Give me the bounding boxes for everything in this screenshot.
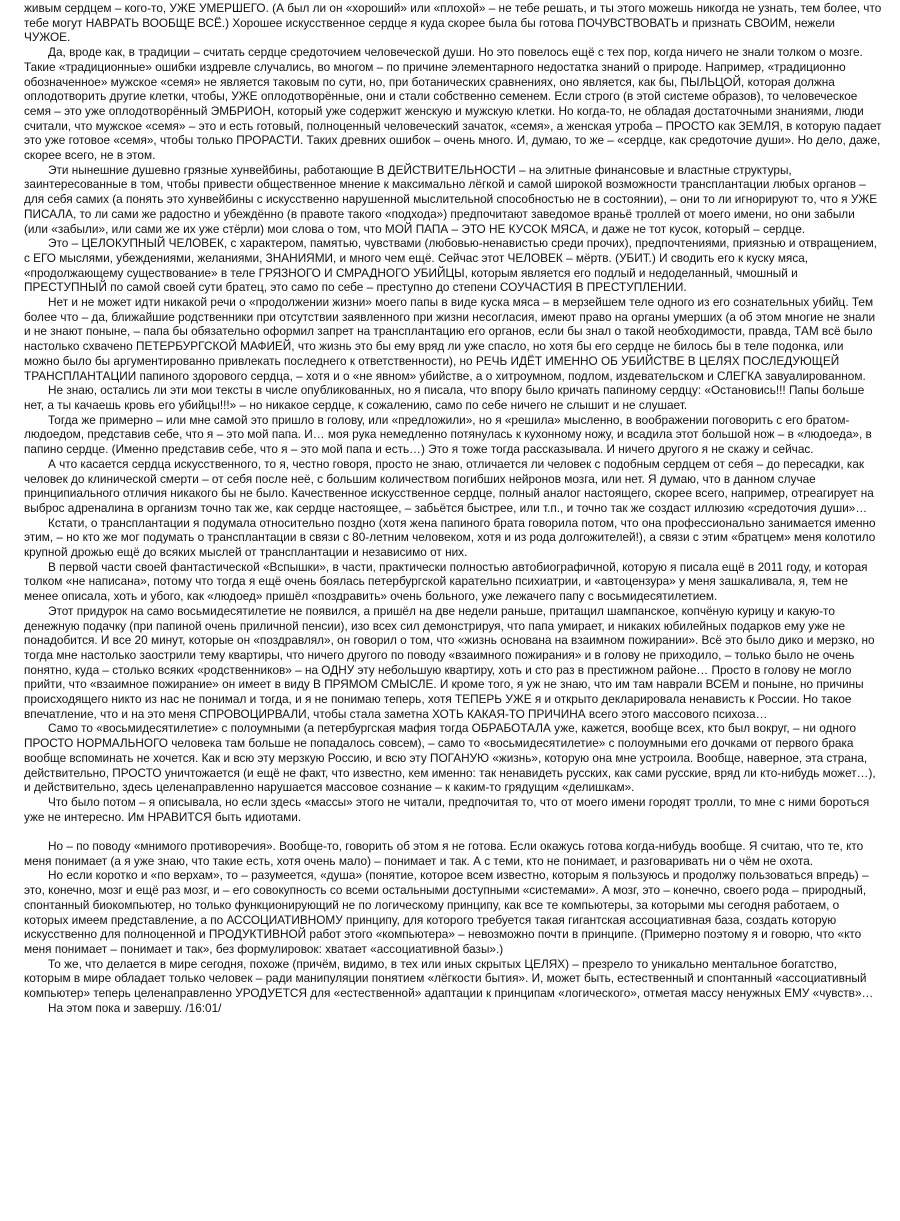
paragraph: Тогда же примерно – или мне самой это пришло в голову, или «предложили», но я «решила» мысленно, в воображении поговорить с его братом-людоедом, представив себе, что я – это мой папа. И… моя рука немедленно потянулась к кухонному ножу, и всадила этот большой нож – в «людоеда», в папино сердце. (Именно представив себе, что я – это мой папа и есть…) Это я тоже тогда рассказывала. И ничего другого я не скажу и сейчас. (24, 412, 872, 457)
paragraph: Не знаю, остались ли эти мои тексты в числе опубликованных, но я писала, что впору было кричать папиному сердцу: «Остановись!!! Папы больше нет, а ты качаешь кровь его убийцы!!!» – но никакое сердце, к сожалению, само по себе ничего не слышит и не слушает. (24, 383, 865, 412)
document-body (24, 1, 882, 1016)
paragraph: Нет и не может идти никакой речи о «продолжении жизни» моего папы в виде куска мяса – в мерзейшем теле одного из его сознательных убийц. Тем более что – да, ближайшие родственники при отсутствии заявленного при жизни несогласия, имеют право на органы умерших (а об этом многие не знали и не знают поныне, – папа бы обязательно оформил запрет на трансплантацию его органов, если бы знал о такой необходимости, правда, ТАМ всё было настолько схвачено ПЕТЕРБУРГСКОЙ МАФИЕЙ, что жизнь это бы ему вряд ли уже спасло, но хотя бы его сердце не билось бы в теле подонка, или можно было бы аргументированно привлекать последнего к ответственности), но РЕЧЬ ИДЁТ ИМЕННО ОБ УБИЙСТВЕ В ЦЕЛЯХ ПОСЛЕДУЮЩЕЙ ТРАНСПЛАНТАЦИИ папиного здорового сердца, – хотя и о «не явном» убийстве, а о хитроумном, подлом, издевательском и СЛЕГКА завуалированном. (24, 295, 876, 383)
paragraph: То же, что делается в мире сегодня, похоже (причём, видимо, в тех или иных скрытых ЦЕЛЯХ) – презрело то уникально ментальное богатство, которым в мире обладает только человек – ради манипуляции понятием «лёгкости бытия». И, может быть, естественный и спонтанный «ассоциативный компьютер» теперь целенаправленно УРОДУЕТСЯ для «естественной» адаптации к принципам «логического», отметая массу ненужных ЕМУ «чувств»… (24, 956, 874, 1001)
paragraph: Эти нынешние душевно грязные хунвейбины, работающие В ДЕЙСТВИТЕЛЬНОСТИ – на элитные финансовые и властные структуры, заинтересованные в том, чтобы привести общественное мнение к максимально лёгкой и самой широкой возможности трансплантации любых органов – для себя самих (а понять это хунвейбины с искусственно нарушенной мыслительной способностью не в состоянии), – они то ли игнорируют то, что я УЖЕ ПИСАЛА, то ли сами же радостно и убеждённо (в правоте такого «подхода») предпочитают заведомое враньё троллей от моего имени, но они забыли (или «забыли», или сами же их уже стёрли) мои слова о том, что МОЙ ПАПА – ЭТО НЕ КУСОК МЯСА, и даже не тот кусок, который – сердце. (24, 162, 878, 236)
paragraph: Этот придурок на само восьмидесятилетие не появился, а пришёл на две недели раньше, притащил шампанское, копчёную курицу и какую-то денежную подачку (при папиной очень приличной пенсии), изо всех сил демонстрируя, что папа умирает, и никаких юбилейных подарков ему уже не понадобится. И все 20 минут, которые он «поздравлял», он говорил о том, что «жизнь основана на взаимном пожирании». Всё это было дико и мерзко, но тогда мне настолько заострили тему квартиры, что ничего другого по поводу «взаимного пожирания» и в голову не приходило, – только было не очень понятно, куда – столько всяких «родственников» – на ОДНУ эту небольшую квартиру, хоть и сто раз в престижном районе… Просто в голову не могло прийти, что «взаимное пожирание» он имеет в виду В ПРЯМОМ СМЫСЛЕ. И кроме того, я уж не знаю, что им там наврали ВСЕМ и поныне, но причины происходящего никто из нас не понимал и тогда, и я не понимаю теперь, хотя ТЕПЕРЬ УЖЕ я и открыто декларировала ненависть к России. Но такое впечатление, что и на это меня СПРОВОЦИРВАЛИ, чтобы стала заметна ХОТЬ КАКАЯ-ТО ПРИЧИНА всего этого массового психоза… (24, 603, 875, 721)
paragraph: Да, вроде как, в традиции – считать сердце средоточием человеческой души. Но это повелось ещё с тех пор, когда ничего не знали толком о мозге. Такие «традиционные» ошибки издревле случались, во многом – по причине элементарного недостатка знаний о природе. Например, «традиционно обозначенное» мужское «семя» не является таковым по сути, но, при ботанических сравнениях, оно является, как бы, ПЫЛЬЦОЙ, которая должна оплодотворить другие клетки, чтобы, УЖЕ оплодотворённые, они и стали собственно семенем. Если строго (в этой системе образов), то человеческое семя – это уже оплодотворённый ЭМБРИОН, который уже содержит женскую и мужскую клетки. Но когда-то, не обладая достаточными знаниями, люди считали, что мужское «семя» – это и есть готовый, полноценный человеческий зачаток, «семя», а женская утроба – ПРОСТО как ЗЕМЛЯ, в которую падает это уже готовое «семя», чтобы только ПРОРАСТИ. Таких древних ошибок – очень много. И, думаю, то же – «сердце, как средоточие души». Но дело, даже, скорее всего, не в этом. (24, 45, 882, 163)
paragraph: В первой части своей фантастической «Вспышки», в части, практически полностью автобиографичной, которую я писала ещё в 2011 году, и которая толком «не написана», потому что тогда я ещё очень боялась петербургской карательно психиатрии, и «автоцензура» у меня зашкаливала, я, тем не менее описала, хоть и убого, как «людоед» пришёл «поздравить» очень больного, уже лежачего папу с восьмидесятилетием. (24, 559, 868, 604)
paragraph: Само то «восьмидесятилетие» с полоумными (а петербургская мафия тогда ОБРАБОТАЛА уже, кажется, вообще всех, кто был вокруг, – ни одного ПРОСТО НОРМАЛЬНОГО человека там больше не попадалось совсем), – само то «восьмидесятилетие» с полоумными его дочками от первого брака вообще вспоминать не хочется. Как и всю эту мерзкую Россию, и всю эту ПОГАНУЮ «жизнь», которую она мне устроила. Вообще, наверное, эта страна, действительно, ПРОСТО уничтожается (и ещё не факт, что известно, кем именно: так ненавидеть русских, как сами русские, вряд ли кто-нибудь может…), и действительно, здесь целенаправленно нарушается массовое сознание – к каким-то грядущим «делишкам». (24, 721, 876, 795)
closing-line: На этом пока и завершу. /16:01/ (48, 1000, 222, 1015)
paragraph: Это – ЦЕЛОКУПНЫЙ ЧЕЛОВЕК, с характером, памятью, чувствами (любовью-ненавистью среди прочих), предпочтениями, приязнью и отвращением, с ЕГО мыслями, убеждениями, желаниями, ЗНАНИЯМИ, и много чем ещё. Сейчас этот ЧЕЛОВЕК – мёртв. (УБИТ.) И сводить его к куску мяса, «продолжающему существование» в теле ГРЯЗНОГО И СМРАДНОГО УБИЙЦЫ, которым является его подлый и недоделанный, чмошный и ПРЕСТУПНЫЙ по самой своей сути братец, это само по себе – преступно до степени СОУЧАСТИЯ В ПРЕСТУПЛЕНИИ. (24, 236, 877, 295)
paragraph: А что касается сердца искусственного, то я, честно говоря, просто не знаю, отличается ли человек с подобным сердцем от себя – до пересадки, как человек до клинической смерти – от себя после неё, с большим количеством погибших нейронов мозга, или нет. Я думаю, что в данном случае принципиального отличия никакого бы не было. Качественное искусственное сердце, полный аналог настоящего, скорее всего, например, отреагирует на выброс адреналина в организм точно так же, как сердце настоящее, – забьётся быстрее, или т.п., и точно так же создаст иллюзию «средоточия души»… (24, 456, 874, 515)
paragraph: живым сердцем – кого-то, УЖЕ УМЕРШЕГО. (А был ли он «хороший» или «плохой» – не тебе решать, и ты этого можешь никогда не узнать, тем более, что тебе могут НАВРАТЬ ВООБЩЕ ВСЁ.) Хорошее искусственное сердце я куда скорее была бы готова ПОЧУВСТВОВАТЬ и признать СВОИМ, нежели ЧУЖОЕ. (24, 1, 882, 45)
paragraph: Что было потом – я описывала, но если здесь «массы» этого не читали, предпочитая то, что от моего имени городят тролли, то мне с ними бороться уже не интересно. Им НРАВИТСЯ быть идиотами. (24, 794, 870, 824)
paragraph: Но – по поводу «мнимого противоречия». Вообще-то, говорить об этом я не готова. Если окажусь готова когда-нибудь вообще. Я считаю, что те, кто меня понимает (а я уже знаю, что такие есть, хотя очень мало) – понимает и так. А с теми, кто не понимает, и разговаривать ни о чём не охота. (24, 839, 864, 868)
paragraph: Но если коротко и «по верхам», то – разумеется, «душа» (понятие, которое всем известно, которым я пользуюсь и продолжу пользоваться впредь) – это, конечно, мозг и ещё раз мозг, и – его совокупность со всеми остальными доступными «системами». А мозг, это – конечно, своего рода – природный, спонтанный биокомпьютер, но только функционирующий не по логическому принципу, как все те компьютеры, за которыми мы сегодня работаем, о которых имеем представление, а по АССОЦИАТИВНОМУ принципу, для которого требуется такая гигантская ассоциативная база, создать которую искусственно для полноценной и ПРОДУКТИВНОЙ работ этого «компьютера» – невозможно почти в принципе. (Примерно поэтому я и говорю, что «кто меня понимает – понимает и так», без формулировок: хватает «ассоциативной базы».) (24, 868, 869, 956)
paragraph: Кстати, о трансплантации я подумала относительно поздно (хотя жена папиного брата говорила потом, что она профессионально занимается именно этим, – но кто же мог подумать о трансплантации в связи с 80-летним человеком, хотя и из рода долгожителей!), а связи с этим «братцем» меня колотило крупной дрожью ещё до всяких мыслей от трансплантации и независимо от них. (24, 515, 876, 560)
